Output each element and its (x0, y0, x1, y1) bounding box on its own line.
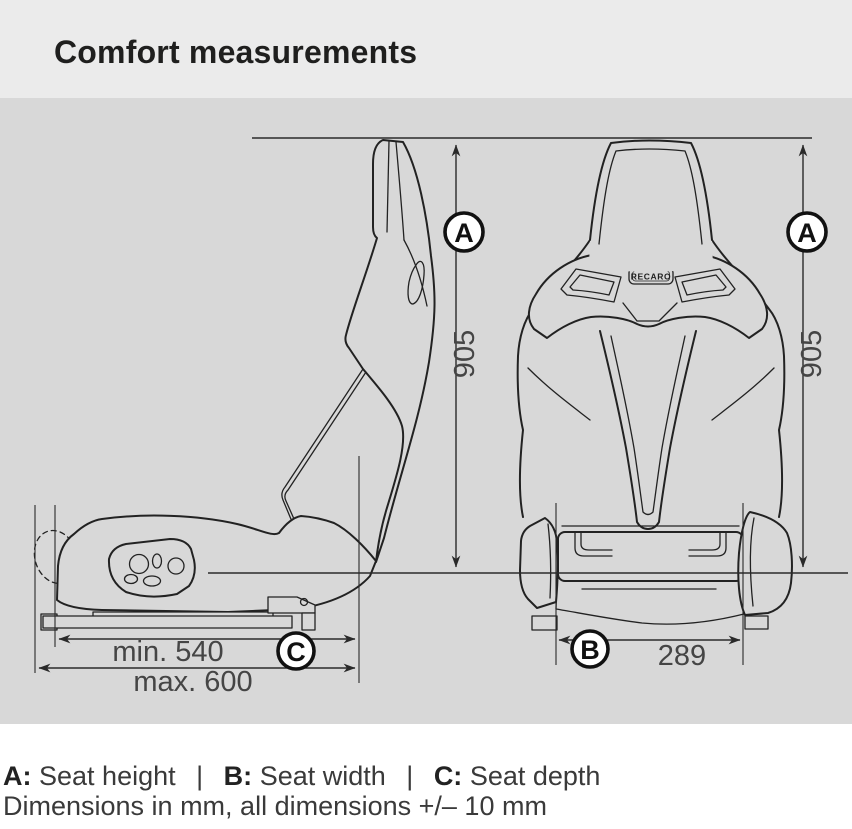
legend-key-b: B: (223, 761, 253, 791)
height-value-left: 905 (449, 329, 481, 379)
floor-rail (43, 616, 292, 628)
center-spine (600, 331, 696, 529)
height-value-right: 905 (796, 329, 828, 379)
legend-separator: | (406, 761, 414, 791)
header (0, 0, 852, 98)
seat-dimension-diagram (0, 98, 852, 724)
seat-side-view-drawing (28, 140, 435, 630)
depth-max-value: max. 600 (133, 666, 253, 698)
svg-text:C: C (286, 637, 306, 667)
bolster-wing-left (520, 518, 558, 608)
seat-foot-right (745, 616, 768, 629)
seat-front-view-drawing (518, 141, 792, 631)
marker-c (278, 633, 314, 669)
depth-min-value: min. 540 (112, 636, 224, 668)
page-title: Comfort measurements (54, 34, 418, 70)
legend-label-c: Seat depth (469, 761, 601, 791)
legend (0, 724, 852, 829)
legend-label-a: Seat height (39, 761, 176, 791)
cushion-outline (57, 516, 376, 612)
legend-key-c: C: (433, 761, 463, 791)
width-value: 289 (657, 640, 707, 672)
bolster-wing-right (738, 512, 792, 615)
legend-separator: | (196, 761, 204, 791)
rail-bracket-foot (302, 613, 315, 630)
adjustment-control-panel (109, 539, 195, 597)
brand-text: RECARO (630, 271, 672, 282)
seat-foot-left (532, 616, 557, 630)
marker-a-left (445, 213, 483, 251)
svg-text:B: B (580, 635, 600, 665)
legend-note: Dimensions in mm, all dimensions +/– 10 mm (3, 791, 547, 821)
legend-key-a: A: (3, 761, 32, 791)
svg-text:A: A (797, 218, 817, 248)
marker-b (572, 631, 608, 667)
marker-a-right (788, 213, 826, 251)
legend-line-keys (3, 761, 600, 792)
diagram-canvas (0, 98, 852, 724)
svg-text:A: A (454, 218, 474, 248)
seat-skirt (556, 581, 744, 624)
legend-label-b: Seat width (259, 761, 386, 791)
